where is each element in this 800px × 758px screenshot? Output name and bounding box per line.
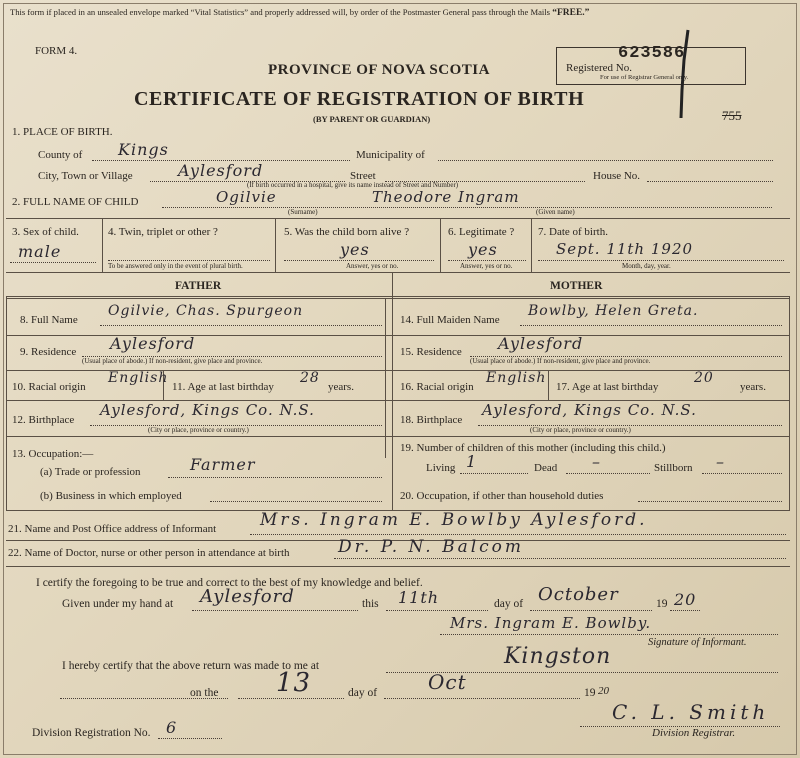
registrar-signature: C. L. Smith — [612, 700, 770, 724]
dead-label: Dead — [534, 462, 558, 474]
father-age-value: 28 — [300, 370, 320, 386]
registrar-month: Oct — [428, 670, 467, 694]
attendant-value: Dr. P. N. Balcom — [338, 537, 525, 557]
stillborn-value: – — [716, 452, 725, 471]
informant-label: 21. Name and Post Office address of Informant — [8, 523, 217, 535]
place-of-birth-label: 1. PLACE OF BIRTH. — [12, 126, 113, 138]
father-birthplace-value: Aylesford, Kings Co. N.S. — [100, 401, 315, 419]
this-label: this — [362, 598, 379, 610]
mother-age-unit: years. — [740, 381, 766, 393]
stillborn-label: Stillborn — [654, 462, 693, 474]
father-residence-note: (Usual place of abode.) If non-resident, give place and province. — [82, 357, 263, 365]
registrar-place: Kingston — [504, 644, 612, 669]
registered-number: 623586 — [618, 44, 686, 63]
informant-signature-label: Signature of Informant. — [648, 637, 747, 648]
legitimate-value: yes — [468, 240, 498, 259]
date-of-birth-label: 7. Date of birth. — [538, 226, 608, 238]
certificate-title: CERTIFICATE OF REGISTRATION OF BIRTH — [134, 88, 585, 110]
mother-heading: MOTHER — [550, 280, 603, 292]
mother-race-value: English — [486, 370, 547, 386]
division-registrar-label: Division Registrar. — [652, 727, 736, 739]
street-note: (If birth occurred in a hospital, give its name instead of Street and Number) — [247, 181, 459, 189]
mother-name-value: Bowlby, Helen Greta. — [528, 303, 699, 319]
certify-year-suffix: 20 — [674, 590, 697, 609]
legitimate-note: Answer, yes or no. — [460, 262, 513, 270]
date-of-birth-value: Sept. 11th 1920 — [556, 240, 694, 258]
registrar-day: 13 — [276, 668, 312, 698]
sex-value: male — [18, 242, 62, 261]
child-surname: Ogilvie — [216, 188, 277, 206]
form-number: FORM 4. — [35, 45, 78, 57]
given-name-note: (Given name) — [536, 208, 575, 216]
alive-note: Answer, yes or no. — [346, 262, 399, 270]
certify-month: October — [538, 584, 619, 605]
county-value: Kings — [118, 140, 169, 159]
day-of-label: day of — [494, 598, 524, 610]
registrar-day-of-label: day of — [348, 687, 378, 699]
mailing-notice-text: This form if placed in an unsealed envelope marked “Vital Statistics” and properly addressed will, by order of the Postmaster General pass through the Mails — [10, 7, 551, 17]
county-label: County of — [38, 149, 83, 161]
house-label: House No. — [593, 170, 641, 182]
corner-mark: 755 — [722, 108, 742, 123]
children-count-label: 19. Number of children of this mother (including this child.) — [400, 442, 666, 454]
child-name-label: 2. FULL NAME OF CHILD — [12, 196, 139, 208]
alive-value: yes — [340, 240, 370, 259]
dead-value: – — [592, 452, 601, 471]
mother-residence-value: Aylesford — [498, 334, 584, 353]
street-label: Street — [350, 170, 376, 182]
child-given-name: Theodore Ingram — [372, 188, 520, 206]
division-registration-label: Division Registration No. — [32, 727, 151, 739]
mother-residence-note: (Usual place of abode.) If non-resident, give place and province. — [470, 357, 651, 365]
father-name-label: 8. Full Name — [20, 314, 78, 326]
this-day: 11th — [398, 588, 440, 607]
registered-label: Registered No. — [566, 62, 632, 74]
trade-value: Farmer — [190, 455, 256, 474]
certify-text: I certify the foregoing to be true and correct to the best of my knowledge and belief. — [36, 577, 423, 589]
registered-note: For use of Registrar General only. — [600, 74, 689, 81]
certificate-subtitle: (BY PARENT OR GUARDIAN) — [313, 114, 431, 124]
mother-name-label: 14. Full Maiden Name — [400, 314, 500, 326]
mother-race-label: 16. Racial origin — [400, 381, 474, 393]
mailing-notice-free: “FREE.” — [552, 8, 590, 18]
father-occupation-label: 13. Occupation:— — [12, 448, 94, 460]
father-name-value: Ogilvie, Chas. Spurgeon — [108, 303, 304, 319]
twin-note: To be answered only in the event of plural birth. — [108, 262, 243, 270]
on-the-label: on the — [190, 687, 219, 699]
registrar-text: I hereby certify that the above return was made to me at — [62, 660, 320, 672]
father-race-label: 10. Racial origin — [12, 381, 86, 393]
city-value: Aylesford — [178, 161, 264, 180]
mother-birthplace-value: Aylesford, Kings Co. N.S. — [482, 401, 697, 419]
surname-note: (Surname) — [288, 208, 318, 216]
registrar-year-suffix: 20 — [598, 685, 609, 697]
mother-birthplace-label: 18. Birthplace — [400, 414, 463, 426]
living-label: Living — [426, 462, 456, 474]
father-residence-value: Aylesford — [110, 334, 196, 353]
municipality-label: Municipality of — [356, 149, 425, 161]
given-under-label: Given under my hand at — [62, 598, 174, 610]
father-race-value: English — [108, 370, 169, 386]
attendant-label: 22. Name of Doctor, nurse or other person in attendance at birth — [8, 547, 290, 559]
mother-residence-label: 15. Residence — [400, 346, 462, 358]
father-age-unit: years. — [328, 381, 354, 393]
division-registration-number: 6 — [166, 718, 178, 737]
living-value: 1 — [466, 452, 478, 471]
given-place: Aylesford — [200, 586, 295, 607]
father-residence-label: 9. Residence — [20, 346, 77, 358]
informant-signature: Mrs. Ingram E. Bowlby. — [450, 614, 652, 632]
trade-label: (a) Trade or profession — [40, 466, 141, 478]
certify-year-prefix: 19 — [656, 598, 668, 610]
alive-label: 5. Was the child born alive ? — [284, 226, 410, 238]
twin-label: 4. Twin, triplet or other ? — [108, 226, 218, 238]
father-birthplace-label: 12. Birthplace — [12, 414, 75, 426]
mother-age-label: 17. Age at last birthday — [556, 381, 659, 393]
legitimate-label: 6. Legitimate ? — [448, 226, 515, 238]
informant-value: Mrs. Ingram E. Bowlby Aylesford. — [260, 510, 648, 530]
city-label: City, Town or Village — [38, 170, 133, 182]
mother-occupation-label: 20. Occupation, if other than household duties — [400, 490, 604, 502]
mother-age-value: 20 — [694, 370, 714, 386]
mother-birthplace-note: (City or place, province or country.) — [530, 426, 631, 434]
province-heading: PROVINCE OF NOVA SCOTIA — [268, 62, 490, 78]
sex-label: 3. Sex of child. — [12, 226, 79, 238]
registrar-year-prefix: 19 — [584, 687, 596, 699]
father-heading: FATHER — [175, 280, 222, 292]
father-age-label: 11. Age at last birthday — [172, 381, 274, 393]
father-birthplace-note: (City or place, province or country.) — [148, 426, 249, 434]
business-label: (b) Business in which employed — [40, 490, 182, 502]
date-of-birth-note: Month, day, year. — [622, 262, 671, 270]
